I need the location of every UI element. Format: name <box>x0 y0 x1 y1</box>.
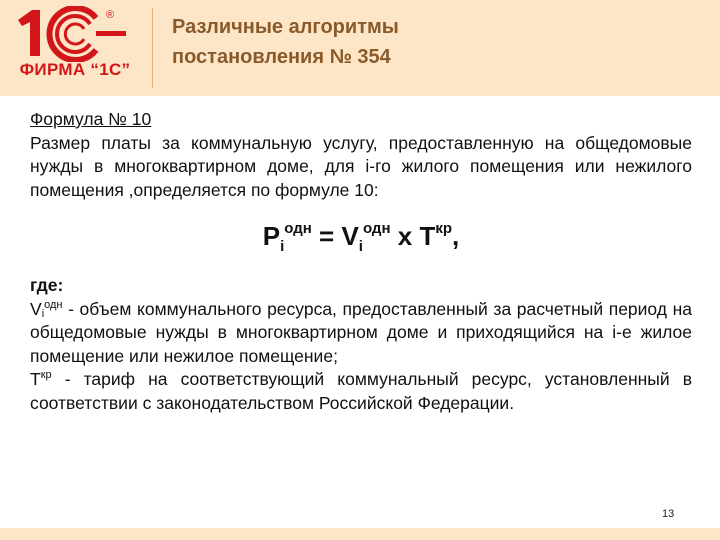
formula-p: P <box>262 221 281 251</box>
formula-p-sub: i <box>280 238 285 255</box>
registered-mark: ® <box>106 9 115 21</box>
formula-p-sup: одн <box>284 220 312 237</box>
header-divider <box>152 8 153 88</box>
footer-band <box>0 528 720 540</box>
definition-v <box>30 298 692 369</box>
formula-10 <box>30 216 692 256</box>
formula-v-sup: одн <box>362 220 391 237</box>
firm-1c-logo <box>10 6 140 88</box>
slide-title <box>172 12 692 72</box>
slide-content <box>30 108 692 415</box>
page-number: 13 <box>662 508 675 520</box>
def-v-sup: одн <box>44 298 63 311</box>
def-v-sub: i <box>41 307 45 320</box>
formula-times: х <box>390 221 420 251</box>
def-v-symbol: V <box>30 298 42 319</box>
slide-title-line-1: Различные алгоритмы <box>172 16 399 38</box>
formula-v: V <box>341 221 359 251</box>
def-t-sup: кр <box>40 369 52 381</box>
formula-t: T <box>419 221 436 251</box>
formula-v-sub: i <box>358 238 363 255</box>
1c-mark-icon <box>10 6 140 62</box>
slide-title-line-2: постановления № 354 <box>172 46 391 68</box>
def-v-text: - объем коммунального ресурса, предоставленный за расчетный период на общедомовые нужды в многоквартирном доме и приходящийся на i-е жилое помещение или нежилое помещение; <box>30 298 692 366</box>
def-t-text: - тариф на соответствующий коммунальный ресурс, установленный в соответствии с законодательством Российской Федерации. <box>30 369 692 413</box>
logo-caption: ФИРМА “1С” <box>19 60 131 79</box>
where-label: где: <box>30 275 64 295</box>
definition-t <box>30 368 692 415</box>
def-t-symbol: T <box>30 369 41 389</box>
formula-t-sup: кр <box>435 220 452 237</box>
slide-header <box>0 0 720 96</box>
intro-paragraph: Размер платы за коммунальную услугу, предоставленную на общедомовые нужды в многоквартирном доме, для i-го жилого помещения или нежилого помещения ,определяется по формуле 10: <box>30 132 692 200</box>
formula-heading: Формула № 10 <box>30 109 152 129</box>
formula-eq: = <box>311 221 342 251</box>
formula-tail: , <box>452 221 460 251</box>
